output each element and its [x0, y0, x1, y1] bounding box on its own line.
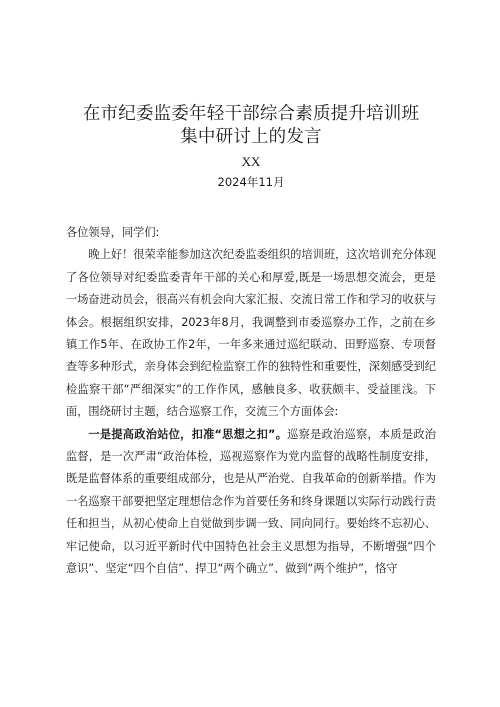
document-title — [66, 103, 436, 149]
paragraph-2-body: 巡察是政治巡察，本质是政治监督，是一次严肃“政治体检，巡视巡察作为党内监督的战略性制度安排，既是监督体系的重要组成部分，也是从严治党、自我革命的创新举措。作为一名巡察干部要把坚定理想信念作为首要任务和终身课题以实际行动践行责任和担当，从初心使命上自觉做到步调一致、同向同行。要始终不忘初心、牢记使命，以习近平新时代中国特色社会主义思想为指导，不断增强“四个意识”、坚定“四个自信”、捍卫“两个确立”、做到“两个维护”，恪守 — [66, 427, 436, 576]
document-date: 2024年11月 — [217, 175, 285, 189]
author-name: XX — [241, 154, 261, 169]
title-line-2: 集中研讨上的发言 — [180, 127, 322, 147]
title-line-1: 在市纪委监委年轻干部综合素质提升培训班 — [82, 104, 420, 124]
document-body — [66, 222, 436, 581]
paragraph-1: 晚上好！很荣幸能参加这次纪委监委组织的培训班，这次培训充分体现了各位领导对纪委监委青年干部的关心和厚爱,既是一场思想交流会，更是一场奋进动员会，很高兴有机会向大家汇报、交流日常工作和学习的收获与体会。根据组织安排，2023年8月，我调整到市委巡察办工作，之前在乡镇工作5年、在政协工作2年，一年多来通过巡纪联动、田野巡察、专项督查等多种形式，亲身体会到纪检监察工作的独特性和重要性，深刻感受到纪检监察干部“严细深实”的工作作风，感触良多、收获颇丰、受益匪浅。下面，围绕研讨主题，结合巡察工作，交流三个方面体会: — [66, 248, 436, 419]
paragraph-2-heading: 一是提高政治站位，扣准“思想之扣”。 — [88, 427, 288, 441]
salutation: 各位领导，同学们: — [66, 226, 160, 239]
paragraph-2 — [66, 424, 436, 581]
